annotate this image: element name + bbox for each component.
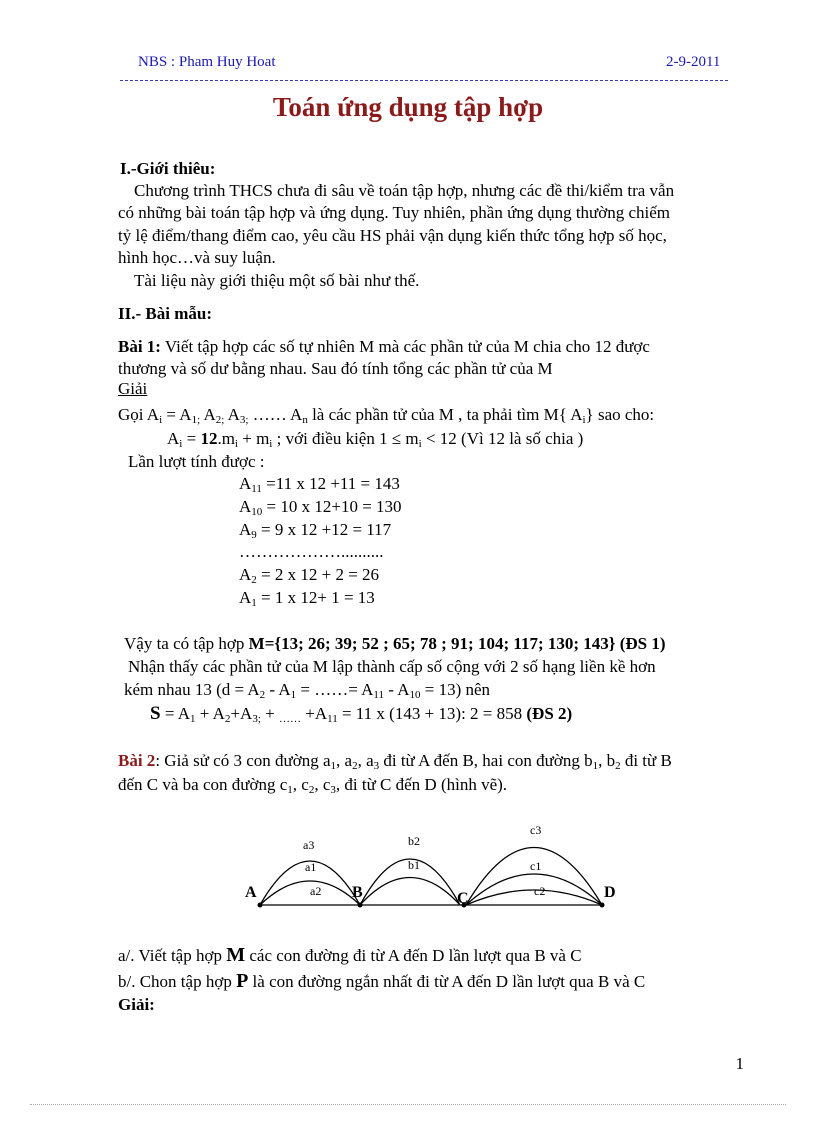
section2-heading: II.- Bài mẫu: — [118, 304, 212, 323]
arc-label-a2: a2 — [310, 884, 322, 898]
bai1-formula: $A_i = 12.m_i + m_i$ ; với điều kiện $1 \le m_i < 12$ (Vì 12 là số chia ) — [167, 429, 584, 450]
bai1-lanluot: Lần lượt tính được : — [128, 452, 265, 471]
arc-label-c1: c1 — [530, 859, 542, 873]
arc-label-b2: b2 — [408, 834, 420, 848]
routes-diagram — [240, 815, 630, 915]
calc-row: $A_2 = 2$ x 12 + 2 = 26 — [239, 565, 380, 586]
bai1-line-1: Bài 1: Viết tập hợp các số tự nhiên M mà các phần tử của M chia cho 12 được — [118, 337, 650, 356]
bai1-nhan: Nhận thấy các phần tử của M lập thành cấp số cộng với 2 số hạng liền kề hơn — [128, 657, 656, 676]
point-b-dot — [358, 903, 363, 908]
section1-line-3: tỷ lệ điểm/thang điểm cao, yêu cầu HS phải vận dụng kiến thức tổng hợp số học, — [118, 226, 667, 245]
calc-row: $A_1 = 1$ x 12+ 1 = 13 — [239, 588, 375, 609]
bai2-question-b: b/. Chon tập hợp P là con đường ngắn nhất đi từ A đến D lần lượt qua B và C — [118, 970, 646, 992]
point-d-label: D — [604, 884, 616, 901]
bai1-sum: $S = A_1 + A_2+A_{3;} + _{\dots\dots} +A_{11} = 11$ x (143 + 13): 2 = 858 (ĐS 2) — [150, 703, 573, 725]
bai2-question-a: a/. Viết tập hợp M các con đường đi từ A đến D lần lượt qua B và C — [118, 944, 582, 966]
calc-row: $A_9 = 9$ x 12 +12 = 117 — [239, 520, 392, 541]
bai1-label: Bài 1: — [118, 337, 161, 356]
page-title: Toán ứng dụng tập hợp — [272, 92, 544, 122]
arc-label-a1: a1 — [305, 860, 317, 874]
bai2-giai: Giải: — [118, 995, 155, 1014]
bai1-giai: Giải — [118, 379, 148, 398]
arc-label-c3: c3 — [530, 823, 542, 837]
arc-label-c2: c2 — [534, 884, 546, 898]
calc-row-dots: ……………….......... — [239, 542, 384, 561]
point-a-dot — [258, 903, 263, 908]
section1-line-2: có những bài toán tập hợp và ứng dụng. Tuy nhiên, phần ứng dụng thường chiếm — [118, 203, 671, 222]
header-author: NBS : Pham Huy Hoat — [138, 54, 276, 70]
bai1-vay: Vậy ta có tập hợp M={13; 26; 39; 52 ; 65; 78 ; 91; 104; 117; 130; 143} (ĐS 1) — [124, 634, 666, 653]
section1-heading: I.-Giới thiêu: — [120, 159, 216, 178]
bai1-line-2: thương và số dư bằng nhau. Sau đó tính tổng các phần tử của M — [118, 359, 553, 378]
bai2-line-2: đến C và ba con đường $c_1$, $c_2$, $c_3$, đi từ C đến D (hình vẽ). — [118, 775, 508, 796]
header-date: 2-9-2011 — [666, 54, 721, 70]
section1-line-5: Tài liệu này giới thiệu một số bài như thế. — [134, 271, 420, 290]
point-d-dot — [600, 903, 605, 908]
point-c-label: C — [457, 890, 469, 907]
footer-divider — [30, 1104, 786, 1105]
point-a-label: A — [245, 884, 257, 901]
arc-label-b1: b1 — [408, 858, 420, 872]
page-number: 1 — [735, 1054, 744, 1073]
bai1-goi-line: Gọi $A_i = A_{1;}$ $A_{2;}$ $A_{3;}$ …… $A_n$ là các phần tử của M , ta phải tìm M{ $A_i$} sao cho: — [118, 405, 655, 426]
calc-row: $A_{11} =11$ x 12 +11 = 143 — [239, 474, 400, 495]
section1-line-1: Chương trình THCS chưa đi sâu về toán tập hợp, nhưng các đề thi/kiểm tra vẫn — [134, 181, 675, 200]
header-divider — [120, 80, 728, 81]
bai1-kem: kém nhau 13 ($d = A_2 - A_1$ = ……= $A_{11} - A_{10} = 13$) nên — [124, 680, 491, 701]
point-b-label: B — [352, 884, 363, 901]
arc-label-a3: a3 — [303, 838, 315, 852]
bai2-label: Bài 2 — [118, 751, 156, 770]
calc-row: $A_{10} = 10$ x 12+10 = 130 — [239, 497, 402, 518]
section1-line-4: hình học…và suy luận. — [118, 248, 276, 267]
bai2-line-1: Bài 2: Giả sử có 3 con đường $a_1$, $a_2$, $a_3$ đi từ A đến B, hai con đường $b_1$, $b_2$ đi từ B — [118, 751, 672, 772]
